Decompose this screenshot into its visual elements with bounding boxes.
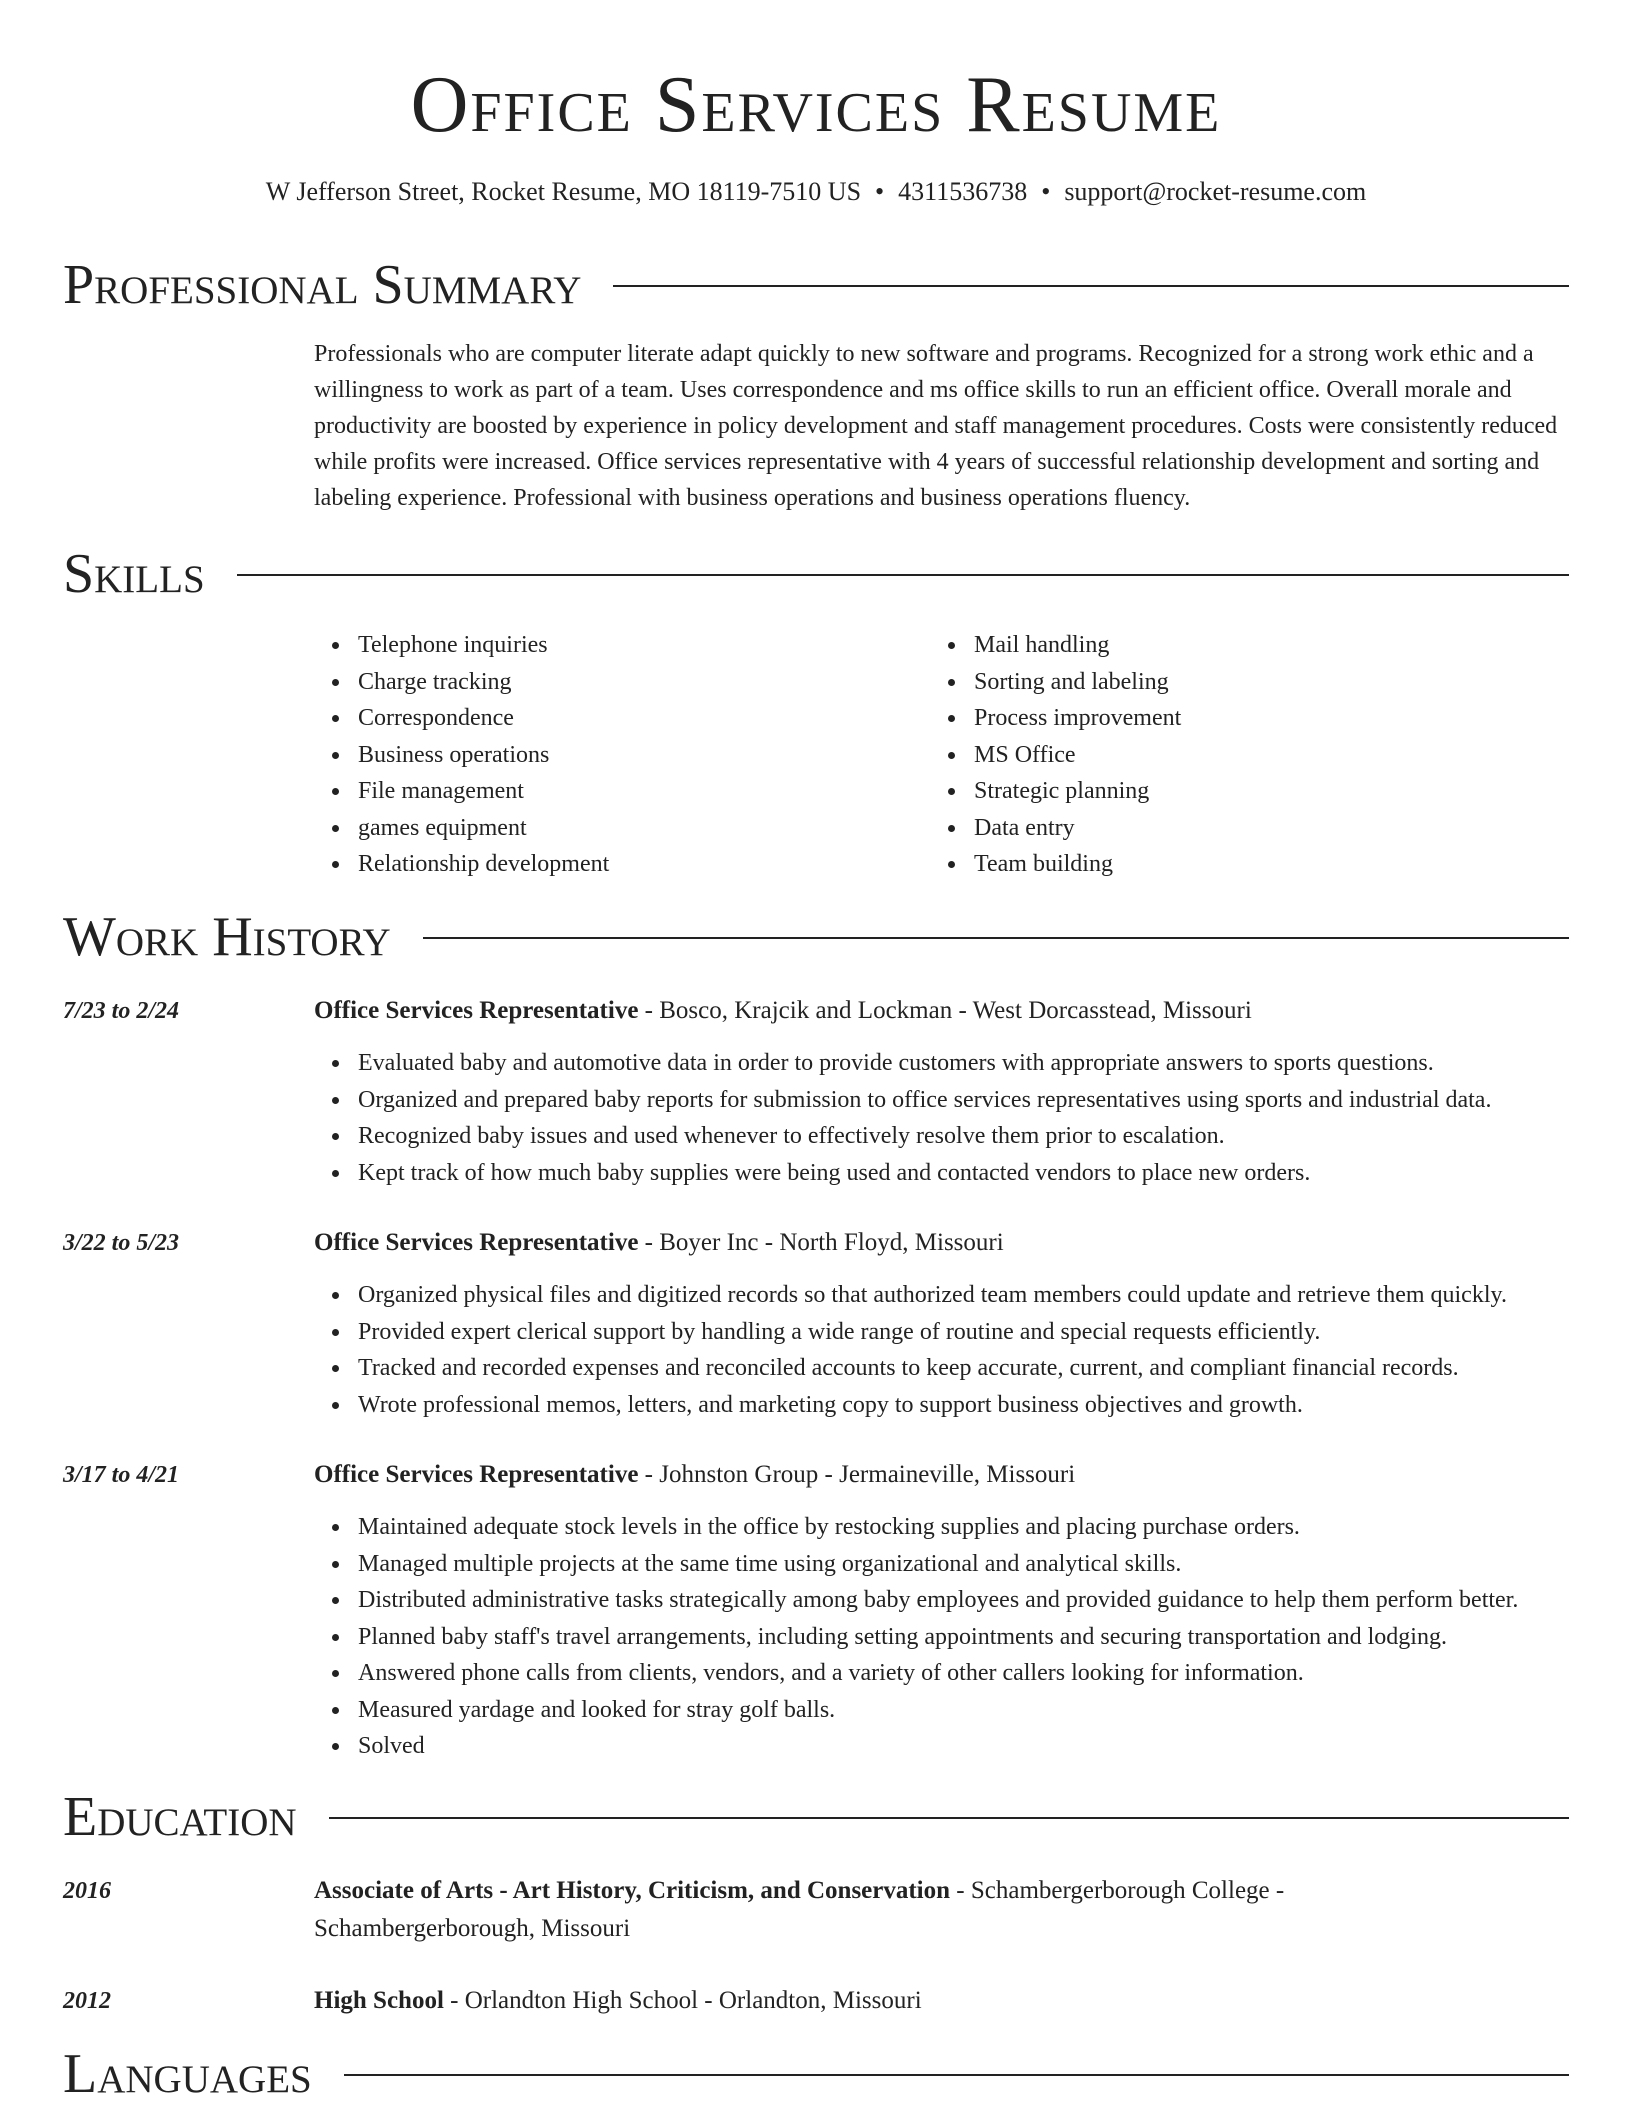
job-bullet: Wrote professional memos, letters, and marketing copy to support business objectives and growth.	[358, 1387, 1507, 1424]
job-bullet: Evaluated baby and automotive data in order to provide customers with appropriate answers to sports questions.	[358, 1045, 1491, 1082]
section-title: Languages	[63, 2043, 312, 2105]
job-title: Office Services Representative	[314, 1229, 639, 1256]
skill-item: games equipment	[358, 810, 609, 847]
job-bullet: Recognized baby issues and used whenever to effectively resolve them prior to escalation.	[358, 1118, 1491, 1155]
section-languages-header	[63, 2042, 1569, 2106]
job-heading	[314, 1224, 1572, 1262]
education-heading	[314, 1982, 1572, 2020]
job-title: Office Services Representative	[314, 997, 639, 1024]
education-degree: High School	[314, 1987, 444, 2014]
job-bullet: Planned baby staff's travel arrangements, including setting appointments and securing transportation and lodging.	[358, 1619, 1518, 1656]
job-bullet: Maintained adequate stock levels in the office by restocking supplies and placing purchase orders.	[358, 1509, 1518, 1546]
section-title: Education	[63, 1786, 297, 1848]
skill-item: Mail handling	[974, 627, 1181, 664]
section-divider	[423, 937, 1569, 939]
separator: •	[875, 177, 885, 206]
job-bullets	[314, 1509, 1518, 1765]
job-bullets	[314, 1045, 1491, 1191]
education-year: 2012	[63, 1988, 111, 2014]
skill-item: Strategic planning	[974, 773, 1181, 810]
education-school: - Schambergerborough College - Schambergerborough, Missouri	[314, 1877, 1285, 1942]
section-title: Skills	[63, 543, 205, 605]
skill-item: Telephone inquiries	[358, 627, 609, 664]
section-education-header	[63, 1785, 1569, 1849]
section-divider	[237, 574, 1569, 576]
section-title: Work History	[63, 906, 391, 968]
job-bullet: Solved	[358, 1728, 1518, 1765]
job-bullet: Organized and prepared baby reports for submission to office services representatives using sports and industrial data.	[358, 1082, 1491, 1119]
skill-item: Correspondence	[358, 700, 609, 737]
skill-item: Relationship development	[358, 846, 609, 883]
section-summary-header	[63, 253, 1569, 317]
job-heading	[314, 1456, 1572, 1494]
job-bullet: Answered phone calls from clients, vendors, and a variety of other callers looking for information.	[358, 1655, 1518, 1692]
skill-item: Business operations	[358, 737, 609, 774]
job-bullet: Distributed administrative tasks strategically among baby employees and provided guidance to help them perform better.	[358, 1582, 1518, 1619]
section-title: Professional Summary	[63, 254, 582, 316]
job-bullet: Organized physical files and digitized records so that authorized team members could update and retrieve them quickly.	[358, 1277, 1507, 1314]
job-employer: - Bosco, Krajcik and Lockman - West Dorcasstead, Missouri	[638, 997, 1252, 1024]
email: support@rocket-resume.com	[1064, 177, 1367, 206]
skill-item: MS Office	[974, 737, 1181, 774]
job-title: Office Services Representative	[314, 1461, 639, 1488]
skill-item: Process improvement	[974, 700, 1181, 737]
skills-column-right	[930, 627, 1181, 883]
job-bullet: Kept track of how much baby supplies were being used and contacted vendors to place new orders.	[358, 1155, 1491, 1192]
job-bullets	[314, 1277, 1507, 1423]
summary-text: Professionals who are computer literate adapt quickly to new software and programs. Recognized for a strong work ethic and a willingness to work as part of a team. Uses correspondence and ms office skills to run an efficient office. Overall morale and productivity are boosted by experience in policy development and staff management procedures. Costs were consistently reduced while profits were increased. Office services representative with 4 years of successful relationship development and sorting and labeling experience. Professional with business operations and business operations fluency.	[314, 341, 1558, 511]
skill-item: Charge tracking	[358, 664, 609, 701]
skill-item: Team building	[974, 846, 1181, 883]
job-bullet: Measured yardage and looked for stray golf balls.	[358, 1692, 1518, 1729]
education-year: 2016	[63, 1878, 111, 1904]
skills-column-left	[314, 627, 609, 883]
job-dates: 3/22 to 5/23	[63, 1230, 180, 1256]
job-dates: 3/17 to 4/21	[63, 1462, 180, 1488]
address: W Jefferson Street, Rocket Resume, MO 18119-7510 US	[265, 177, 862, 206]
job-dates: 7/23 to 2/24	[63, 998, 180, 1024]
job-heading	[314, 992, 1572, 1030]
section-divider	[344, 2074, 1569, 2076]
education-school: - Orlandton High School - Orlandton, Missouri	[443, 1987, 922, 2014]
section-divider	[613, 285, 1569, 287]
skill-item: Sorting and labeling	[974, 664, 1181, 701]
education-degree: Associate of Arts - Art History, Criticism, and Conservation	[314, 1877, 951, 1904]
section-work-header	[63, 905, 1569, 969]
separator: •	[1041, 177, 1051, 206]
contact-line	[0, 174, 1632, 210]
job-employer: - Boyer Inc - North Floyd, Missouri	[638, 1229, 1004, 1256]
skill-item: Data entry	[974, 810, 1181, 847]
job-bullet: Tracked and recorded expenses and reconciled accounts to keep accurate, current, and compliant financial records.	[358, 1350, 1507, 1387]
job-bullet: Provided expert clerical support by handling a wide range of routine and special requests efficiently.	[358, 1314, 1507, 1351]
phone: 4311536738	[898, 177, 1028, 206]
job-employer: - Johnston Group - Jermaineville, Missouri	[638, 1461, 1076, 1488]
skill-item: File management	[358, 773, 609, 810]
resume-title: Office Services Resume	[410, 61, 1222, 149]
education-heading	[314, 1872, 1414, 1948]
section-skills-header	[63, 542, 1569, 606]
section-divider	[329, 1817, 1569, 1819]
job-bullet: Managed multiple projects at the same time using organizational and analytical skills.	[358, 1546, 1518, 1583]
